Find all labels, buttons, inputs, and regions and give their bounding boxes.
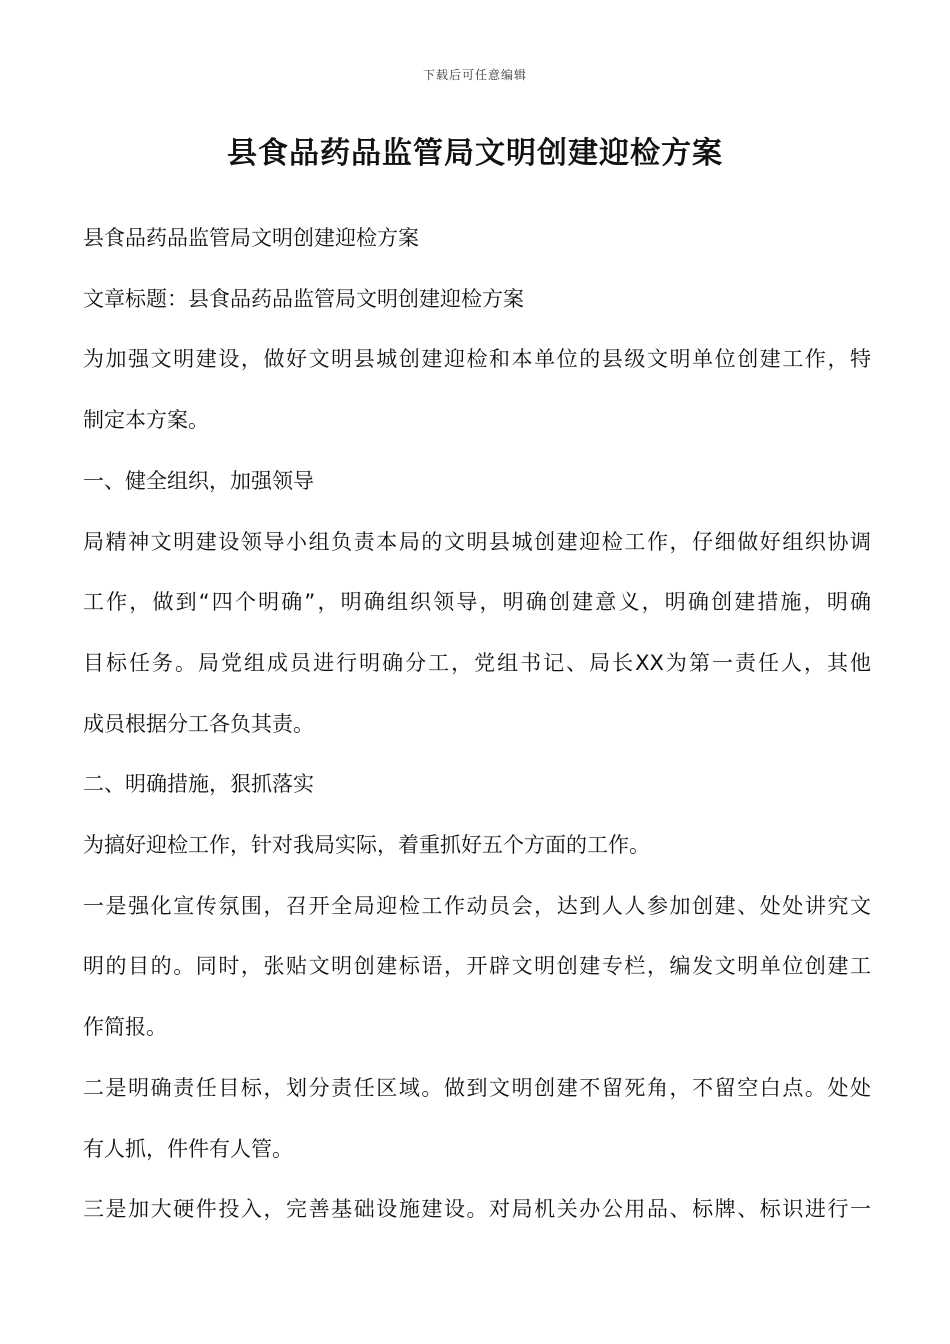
text-line: 目标任务。局党组成员进行明确分工，党组书记、局长XX为第一责任人，其他 bbox=[83, 650, 871, 675]
text-line: 制定本方案。 bbox=[83, 408, 209, 433]
text-line: 二、明确措施，狠抓落实 bbox=[83, 772, 314, 797]
text-line: 为搞好迎检工作，针对我局实际，着重抓好五个方面的工作。 bbox=[83, 833, 650, 857]
text-line: 为加强文明建设，做好文明县城创建迎检和本单位的县级文明单位创建工作，特 bbox=[83, 347, 871, 372]
text-line: 作简报。 bbox=[83, 1015, 167, 1040]
text-line: 工作，做到“四个明确”，明确组织领导，明确创建意义，明确创建措施，明确 bbox=[83, 590, 871, 615]
text-line: 县食品药品监管局文明创建迎检方案 bbox=[83, 226, 419, 250]
text-line: 局精神文明建设领导小组负责本局的文明县城创建迎检工作，仔细做好组织协调 bbox=[83, 529, 871, 554]
download-note: 下载后可任意编辑 bbox=[422, 68, 527, 82]
text-line: 三是加大硬件投入，完善基础设施建设。对局机关办公用品、标牌、标识进行一 bbox=[83, 1197, 871, 1222]
text-line: 文章标题：县食品药品监管局文明创建迎检方案 bbox=[83, 286, 524, 311]
text-line: 一是强化宣传氛围，召开全局迎检工作动员会，达到人人参加创建、处处讲究文 bbox=[83, 893, 871, 918]
text-line: 明的目的。同时，张贴文明创建标语，开辟文明创建专栏，编发文明单位创建工 bbox=[83, 954, 871, 979]
text-line: 成员根据分工各负其责。 bbox=[83, 711, 314, 736]
document-title: 县食品药品监管局文明创建迎检方案 bbox=[227, 136, 723, 171]
text-line: 一、健全组织，加强领导 bbox=[83, 468, 314, 493]
text-line: 二是明确责任目标，划分责任区域。做到文明创建不留死角，不留空白点。处处 bbox=[83, 1075, 871, 1100]
text-line: 有人抓，件件有人管。 bbox=[83, 1136, 293, 1161]
